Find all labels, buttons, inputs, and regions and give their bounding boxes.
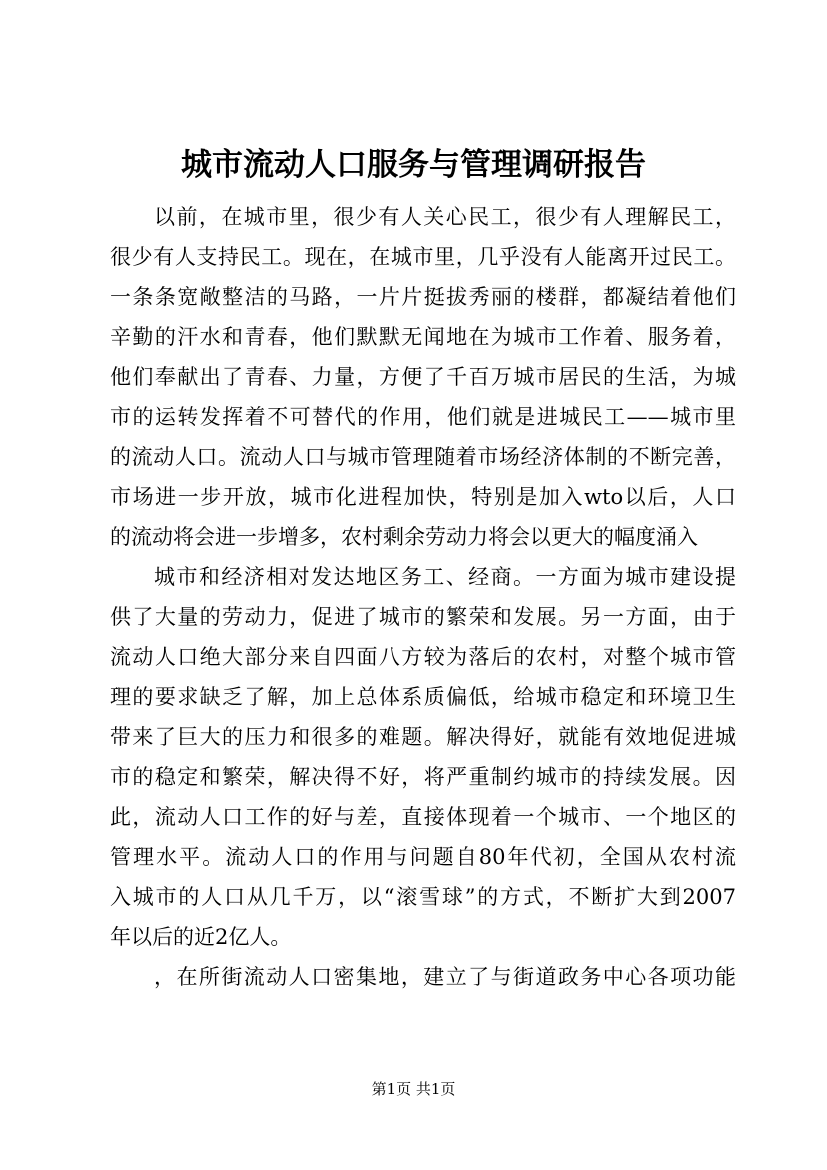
paragraph-line: 此，流动人口工作的好与差，直接体现着一个城市、一个地区的 <box>110 805 736 829</box>
paragraph-line: 很少有人支持民工。现在，在城市里，几乎没有人能离开过民工。 <box>110 245 736 269</box>
paragraph-line: 管理水平。流动人口的作用与问题自80年代初，全国从农村流 <box>110 845 736 869</box>
paragraph-line: 带来了巨大的压力和很多的难题。解决得好，就能有效地促进城 <box>110 725 736 749</box>
paragraph-line: 年以后的近2亿人。 <box>110 925 292 949</box>
paragraph-line: 他们奉献出了青春、力量，方便了千百万城市居民的生活，为城 <box>110 365 736 389</box>
paragraph-1 <box>110 197 736 557</box>
paragraph-line: 入城市的人口从几千万，以“滚雪球”的方式，不断扩大到2007 <box>110 885 736 909</box>
document-body <box>110 197 736 997</box>
paragraph-line: 理的要求缺乏了解，加上总体系质偏低，给城市稳定和环境卫生 <box>110 685 736 709</box>
paragraph-line: 市场进一步开放，城市化进程加快，特别是加入wto以后，人口 <box>110 485 736 509</box>
paragraph-line: 供了大量的劳动力，促进了城市的繁荣和发展。另一方面，由于 <box>110 605 736 629</box>
paragraph-line: 城市和经济相对发达地区务工、经商。一方面为城市建设提 <box>154 565 736 589</box>
paragraph-line: 以前，在城市里，很少有人关心民工，很少有人理解民工， <box>154 205 736 229</box>
paragraph-line: 辛勤的汗水和青春，他们默默无闻地在为城市工作着、服务着， <box>110 325 736 349</box>
page-footer: 第1页 共1页 <box>371 1080 456 1098</box>
paragraph-line: ，在所街流动人口密集地，建立了与街道政务中心各项功能 <box>154 965 736 989</box>
paragraph-3 <box>110 957 736 997</box>
paragraph-line: 市的运转发挥着不可替代的作用，他们就是进城民工——城市里 <box>110 405 736 429</box>
paragraph-line: 一条条宽敞整洁的马路，一片片挺拔秀丽的楼群，都凝结着他们 <box>110 285 736 309</box>
document-title: 城市流动人口服务与管理调研报告 <box>181 147 646 183</box>
paragraph-2 <box>110 557 736 957</box>
paragraph-line: 的流动将会进一步增多，农村剩余劳动力将会以更大的幅度涌入 <box>110 525 698 549</box>
paragraph-line: 流动人口绝大部分来自四面八方较为落后的农村，对整个城市管 <box>110 645 736 669</box>
paragraph-line: 的流动人口。流动人口与城市管理随着市场经济体制的不断完善， <box>110 445 736 469</box>
paragraph-line: 市的稳定和繁荣，解决得不好，将严重制约城市的持续发展。因 <box>110 765 736 789</box>
